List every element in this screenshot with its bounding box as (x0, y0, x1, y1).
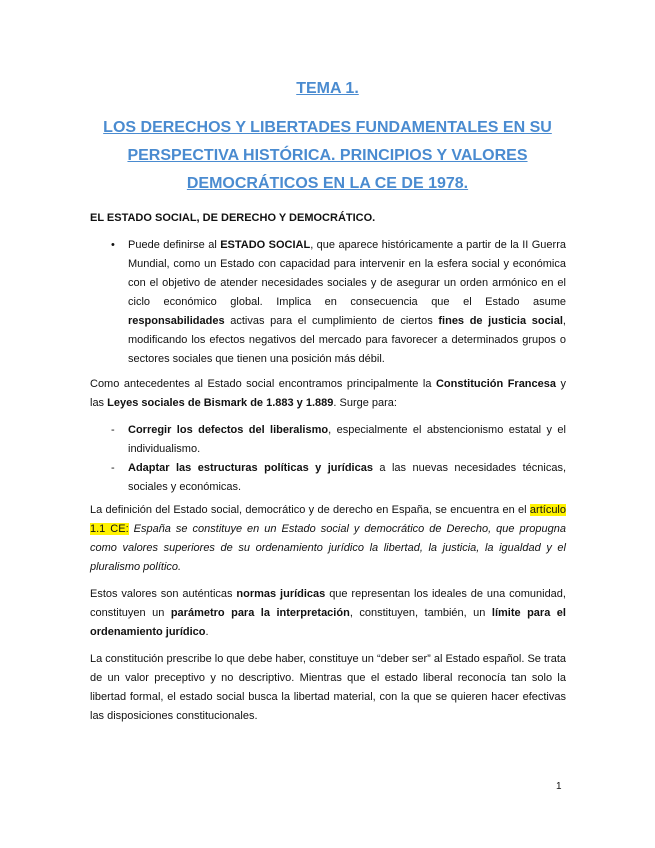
text-run: que representan los ideales de una comunidad, constituyen un (90, 588, 566, 619)
topic-number: TEMA 1. (296, 80, 359, 97)
section-heading: EL ESTADO SOCIAL, DE DERECHO Y DEMOCRÁTICO. (90, 212, 376, 224)
paragraph-constitucion: La constitución prescribe lo que debe haber, constituye un “deber ser” al Estado español. Se trata de un valor preceptivo y no descriptivo. Mientras que el estado liberal reconocía tan solo la libertad formal, el estado social busca la libertad material, con la que se quieren hacer efectivas las disposiciones constitucionales. (90, 653, 566, 722)
highlighted-article: artículo 1.1 CE: (90, 504, 566, 535)
text-run: , que aparece históricamente a partir de la II Guerra Mundial, como un Estado con capacidad para intervenir en la esfera social y económica con el objetivo de atender necesidades sociales y de asegurar un orden armónico en el ciclo económico global. Implica en consecuencia que el Estado asume (128, 239, 566, 308)
topic-title: LOS DERECHOS Y LIBERTADES FUNDAMENTALES EN SU PERSPECTIVA HISTÓRICA. PRINCIPIOS Y VALORES DEMOCRÁTICOS EN LA CE DE 1978. (103, 119, 552, 192)
paragraph-antecedentes (90, 375, 566, 413)
dash-list (90, 421, 566, 497)
text-run: , especialmente el abstencionismo estatal y el individualismo. (128, 424, 566, 455)
bold-term: normas jurídicas (236, 588, 326, 600)
text-run: Estos valores son auténticas (90, 588, 237, 600)
bold-term: parámetro para la interpretación (170, 607, 350, 619)
document-body (90, 209, 566, 734)
text-run: Puede definirse al (128, 239, 221, 251)
list-item (90, 421, 566, 459)
text-run: Como antecedentes al Estado social encontramos principalmente la (90, 378, 436, 390)
text-run: , constituyen, también, un (349, 607, 492, 619)
bold-term: Corregir los defectos del liberalismo (128, 424, 329, 436)
text-run: La definición del Estado social, democrático y de derecho en España, se encuentra en el (90, 504, 530, 516)
bold-term: fines de justicia social (438, 315, 563, 327)
bold-term: Constitución Francesa (435, 378, 557, 390)
list-item (90, 459, 566, 497)
paragraph-valores (90, 585, 566, 642)
paragraph-definicion (90, 501, 566, 577)
text-run: . (205, 626, 209, 638)
page-number: 1 (556, 781, 562, 792)
text-run: activas para el cumplimiento de ciertos (224, 315, 439, 327)
bold-term: límite para el ordenamiento jurídico (90, 607, 566, 638)
italic-quote: España se constituye en un Estado social y democrático de Derecho, que propugna como valores superiores de su ordenamiento jurídico la libertad, la justicia, la igualdad y el pluralismo político. (90, 523, 566, 573)
bold-term: Adaptar las estructuras políticas y jurídicas (128, 462, 373, 474)
title-block (90, 76, 565, 198)
bullet-list (90, 236, 566, 369)
bold-term: ESTADO SOCIAL (220, 239, 311, 251)
text-run: y las (90, 378, 567, 409)
bold-term: Leyes sociales de Bismark de 1.883 y 1.889 (107, 397, 334, 409)
text-run: , modificando los efectos negativos del mercado para favorecer a determinados grupos o sectores sociales que tienen una posición más débil. (128, 315, 566, 365)
bold-term: responsabilidades (128, 315, 225, 327)
text-run: . Surge para: (333, 397, 397, 409)
list-item (90, 236, 566, 369)
text-run: a las nuevas necesidades técnicas, sociales y económicas. (128, 462, 567, 493)
